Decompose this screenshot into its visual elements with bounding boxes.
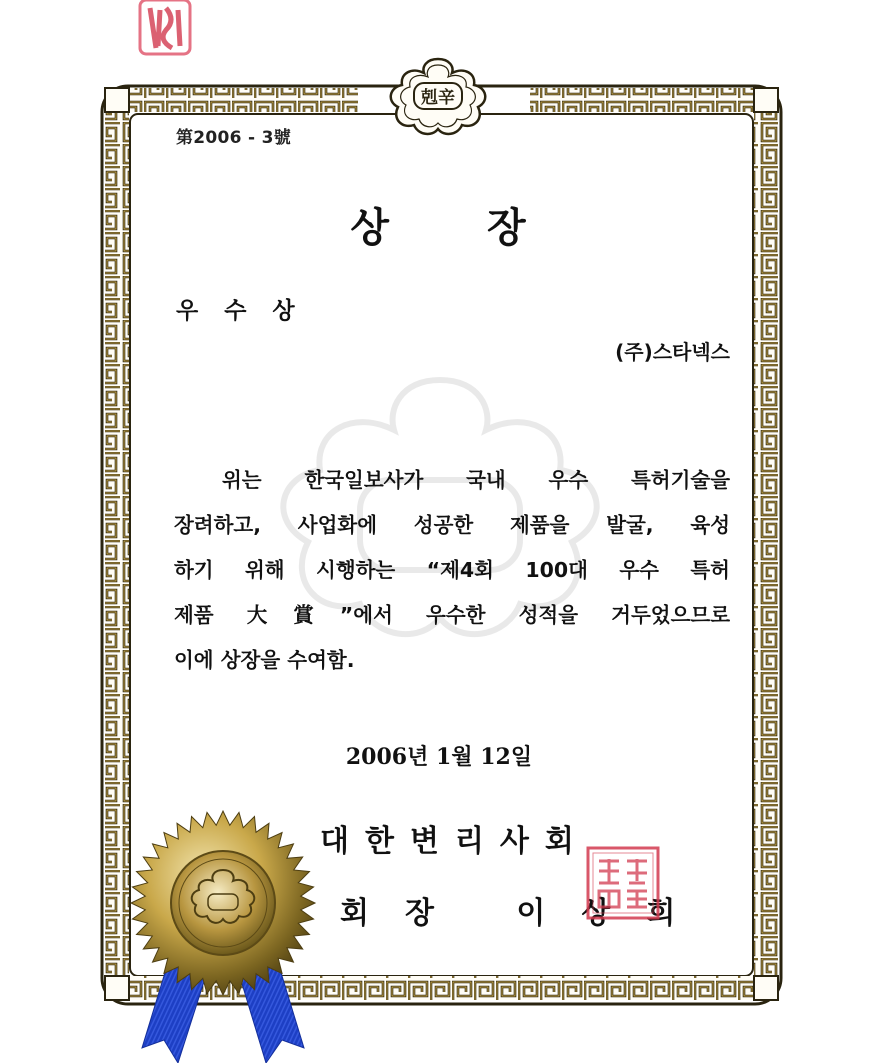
title-right: 장 [487, 205, 528, 251]
body-line: 이에 상장을 수여함. [174, 648, 355, 672]
red-seal-icon [136, 0, 194, 58]
recipient-name: (주)스타넥스 [615, 340, 730, 364]
president-name: 회장 이상희 [340, 896, 712, 931]
certificate-body [174, 458, 730, 683]
red-square-stamp-icon [585, 845, 661, 921]
gold-foil-seal-icon [128, 808, 318, 998]
body-line: 위는 한국일보사가 국내 우수 특허기술을 [222, 468, 730, 492]
body-line: 장려하고, 사업화에 성공한 제품을 발굴, 육성 [174, 513, 730, 537]
body-line: 하기 위해 시행하는 “제4회 100대 우수 특허 [174, 558, 730, 582]
certificate-number: 第2006 - 3號 [176, 128, 292, 148]
issuing-organization: 대한변리사회 [320, 824, 590, 859]
issue-date: 2006년 1월 12일 [345, 744, 533, 770]
certificate-title [0, 196, 878, 253]
hanja-crest-icon [378, 55, 498, 137]
award-name: 우수상 [176, 298, 321, 324]
svg-text:剋辛: 剋辛 [421, 88, 455, 108]
title-left: 상 [350, 205, 391, 251]
body-line: 제품 大賞”에서 우수한 성적을 거두었으므로 [174, 603, 730, 627]
